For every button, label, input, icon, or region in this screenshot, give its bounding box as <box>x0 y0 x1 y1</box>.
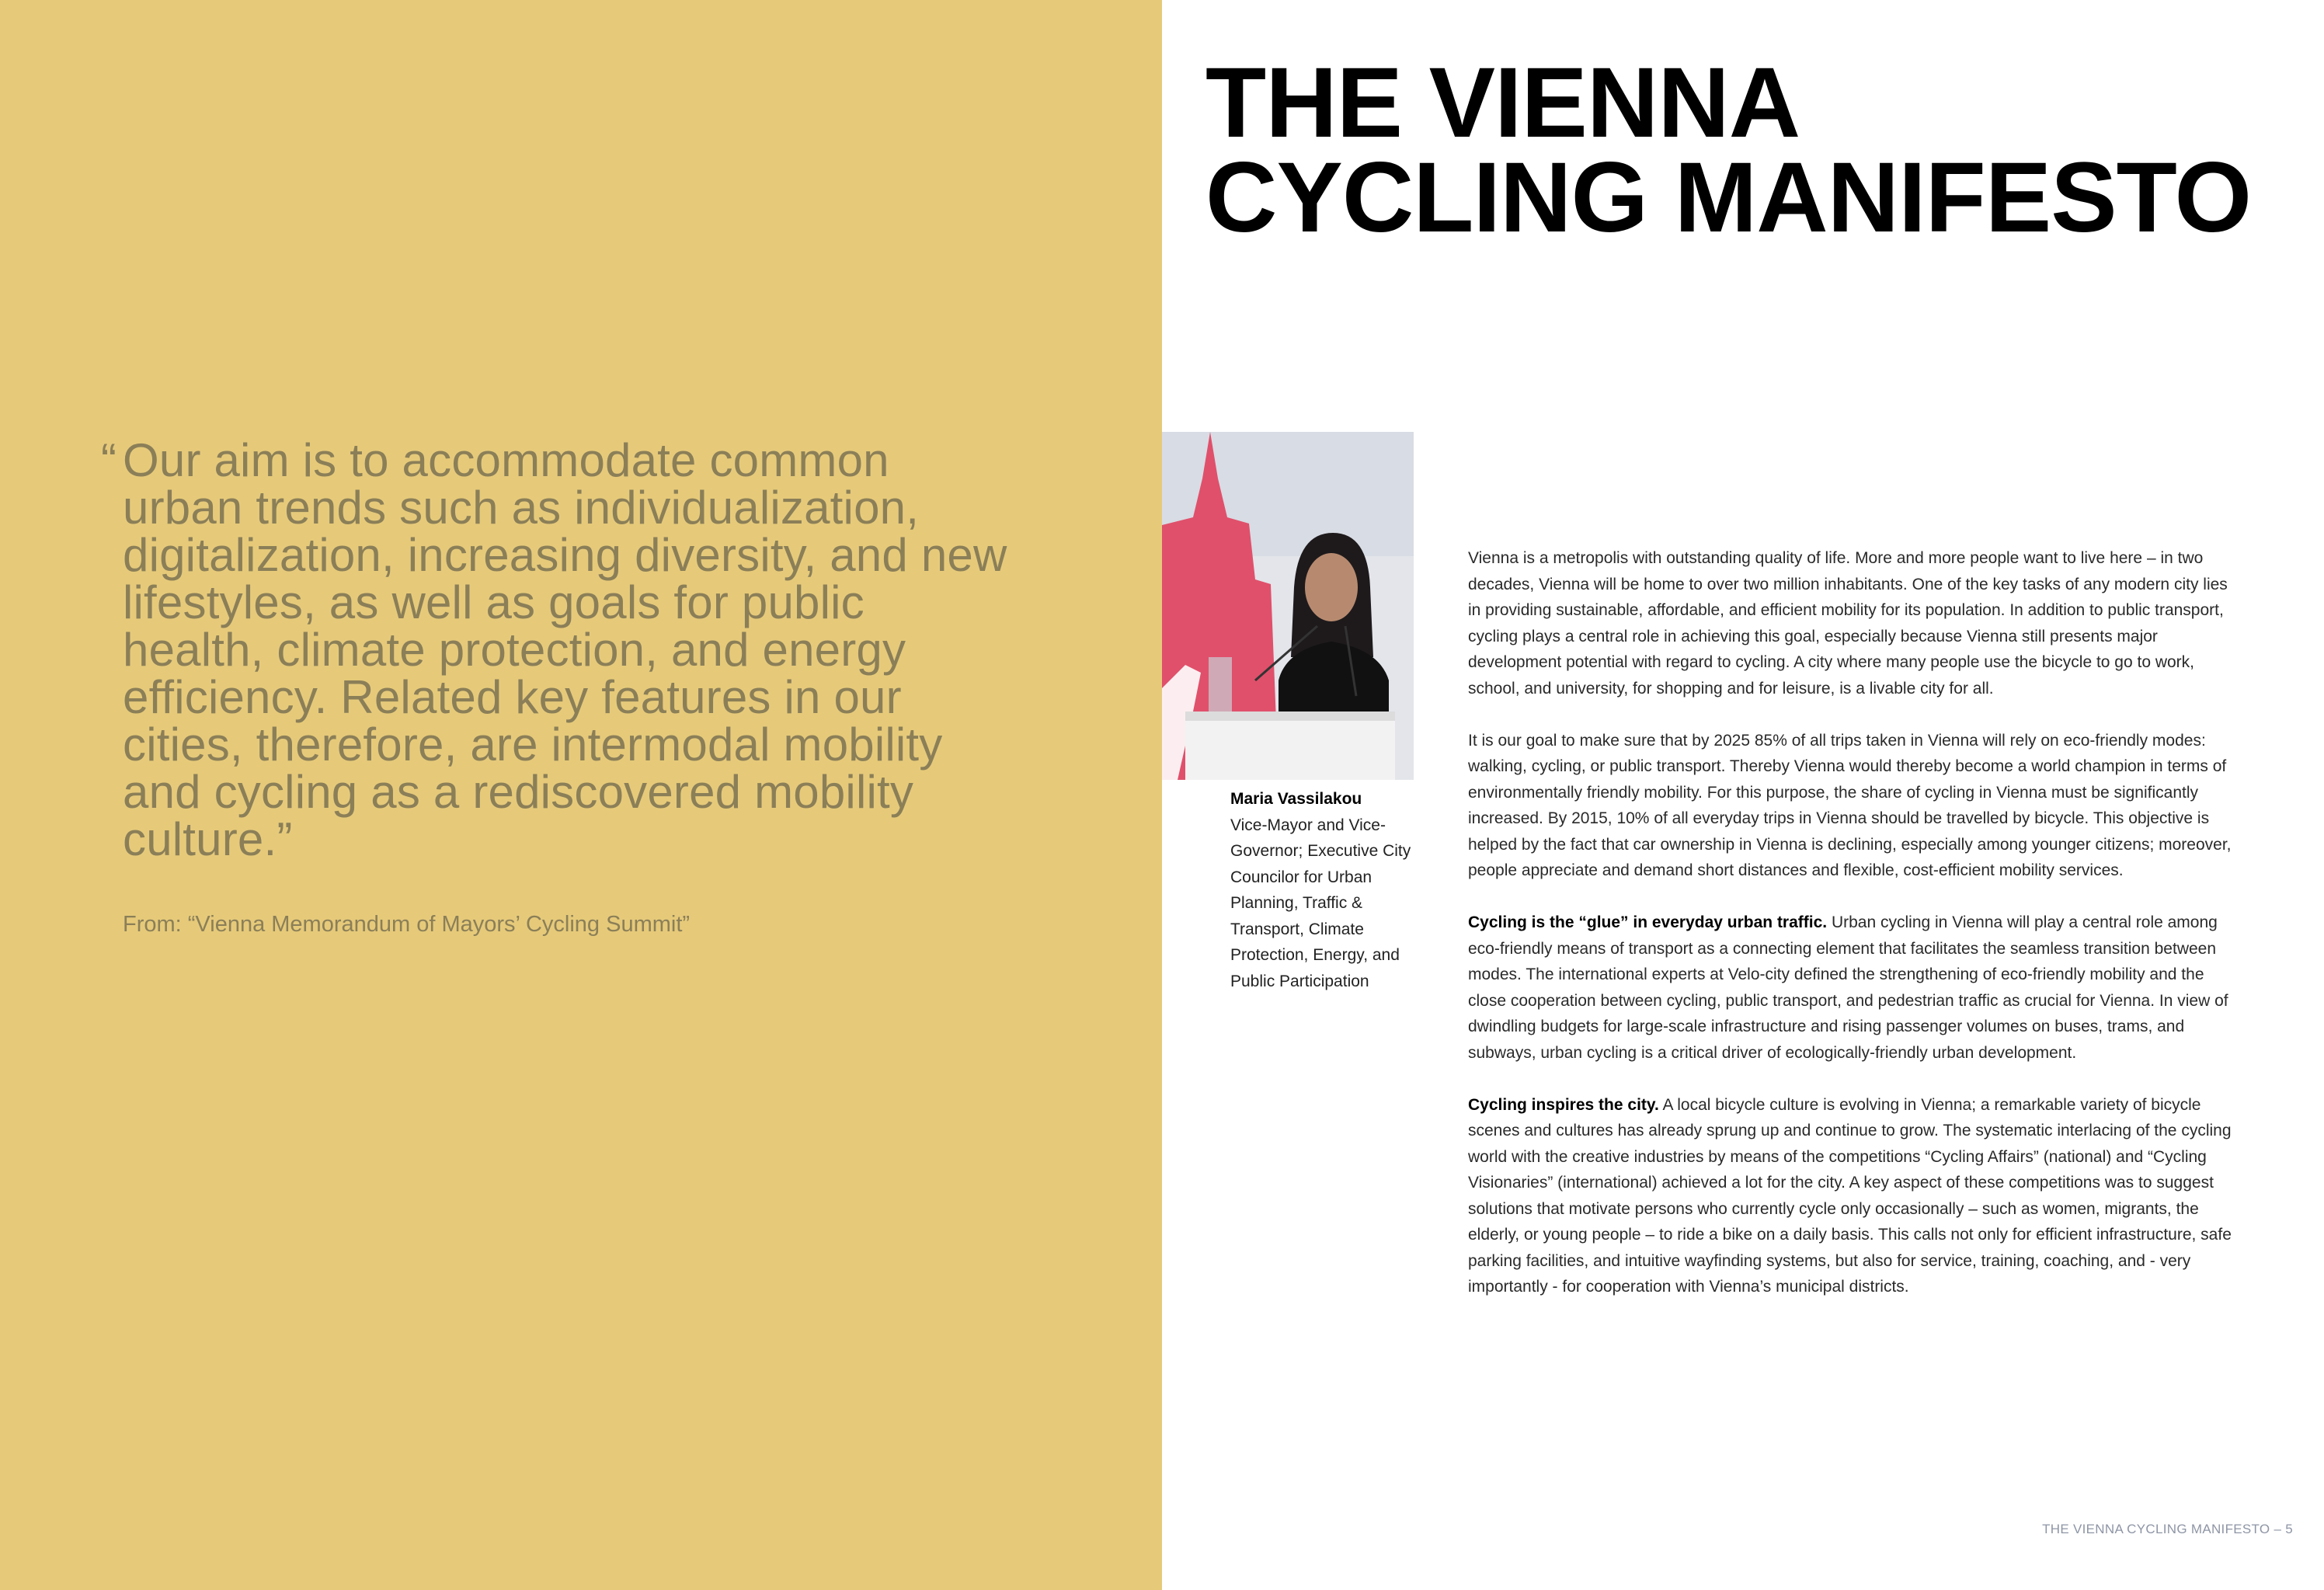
title-line-2: CYCLING MANIFESTO <box>1205 142 2251 253</box>
paragraph-4-lead: Cycling inspires the city. <box>1468 1095 1659 1114</box>
portrait-photo <box>1162 432 1414 780</box>
photo-caption <box>1230 786 1425 994</box>
page-footer: THE VIENNA CYCLING MANIFESTO – 5 <box>2042 1522 2293 1536</box>
paragraph-2: It is our goal to make sure that by 2025 85% of all trips taken in Vienna will rely on eco-friendly modes: walking, cycling, or public transport. Thereby Vienna would thereby become a world champion in terms of environmentally friendly mobility. For this purpose, the share of cycling in Vienna must be significantly increased. By 2015, 10% of all everyday trips in Vienna should be travelled by bicycle. This objective is helped by the fact that car ownership in Vienna is declining, especially among younger citizens; moreover, people appreciate and demand short distances and flexible, cost-efficient mobility services. <box>1468 731 2232 879</box>
title-line-1: THE VIENNA <box>1205 47 1800 158</box>
quote-text: Our aim is to accommodate common urban trends such as individualization, digitalization, increasing diversity, and new lifestyles, as well as goals for public health, climate protection, and energy efficiency. Related key features in our cities, therefore, are intermodal mobility and cycling as a rediscovered mobility culture.” <box>123 434 1007 865</box>
body-text <box>1468 545 2233 1326</box>
quote-source: From: “Vienna Memorandum of Mayors’ Cycling Summit” <box>123 912 691 937</box>
caption-role: Vice-Mayor and Vice-Governor; Executive City Councilor for Urban Planning, Traffic & Transport, Climate Protection, Energy, and Public Participation <box>1230 816 1411 990</box>
portrait-illustration <box>1162 432 1414 780</box>
paragraph-3 <box>1468 910 2233 1066</box>
page-title <box>1205 47 2251 253</box>
pull-quote <box>101 434 1008 865</box>
paragraph-4 <box>1468 1092 2233 1300</box>
paragraph-3-lead: Cycling is the “glue” in everyday urban traffic. <box>1468 913 1828 931</box>
paragraph-3-text: Urban cycling in Vienna will play a central role among eco-friendly means of transport as a connecting element that facilitates the seamless transition between modes. The international experts at Velo-city defined the strengthening of eco-friendly mobility and the close cooperation between cycling, public transport, and pedestrian traffic as crucial for Vienna. In view of dwindling budgets for large-scale infrastructure and rising passenger volumes on buses, trams, and subways, urban cycling is a critical driver of ecologically-friendly urban development. <box>1468 913 2228 1062</box>
paragraph-4-text: A local bicycle culture is evolving in Vienna; a remarkable variety of bicycle scenes and cultures has already sprung up and continue to grow. The systematic interlacing of the cycling world with the creative industries by means of the competitions “Cycling Affairs” (national) and “Cycling Visionaries” (international) achieved a lot for the city. A key aspect of these competitions was to suggest solutions that motivate persons who currently cycle only occasionally – such as women, migrants, the elderly, or young people – to ride a bike on a daily basis. This calls not only for efficient infrastructure, safe parking facilities, and intuitive wayfinding systems, but also for service, training, coaching, and - very importantly - for cooperation with Vienna’s municipal districts. <box>1468 1095 2232 1296</box>
caption-name: Maria Vassilakou <box>1230 790 1362 808</box>
paragraph-1: Vienna is a metropolis with outstanding quality of life. More and more people want to live here – in two decades, Vienna will be home to over two million inhabitants. One of the key tasks of any modern city lies in providing sustainable, affordable, and efficient mobility for its population. In addition to public transport, cycling plays a central role in achieving this goal, especially because Vienna still presents major development potential with regard to cycling. A city where many people use the bicycle to go to work, school, and university, for shopping and for leisure, is a livable city for all. <box>1468 549 2228 698</box>
quote-open-mark: “ <box>101 434 117 486</box>
